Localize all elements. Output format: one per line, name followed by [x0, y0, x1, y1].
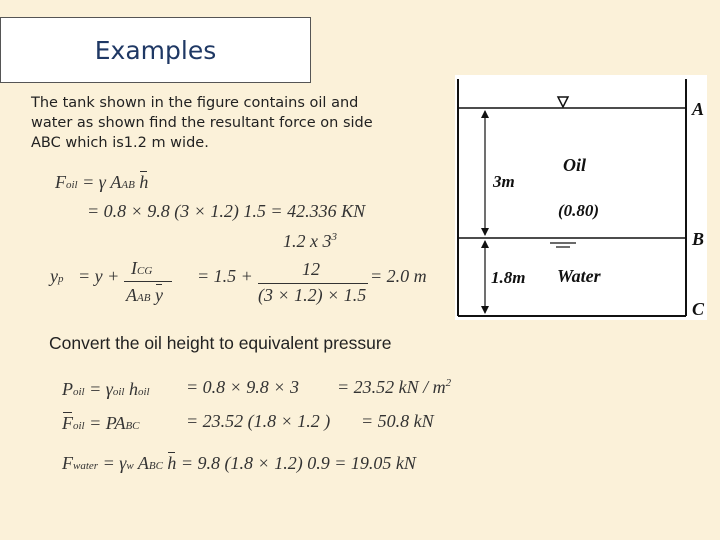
problem-statement: The tank shown in the figure contains oil and water as shown find the resultant force on side ABC which is1.2 m wide. — [31, 95, 373, 151]
eq5-gamma-sub: w — [126, 460, 134, 472]
water-depth-dimension: 1.8m — [491, 268, 526, 287]
label-C: C — [692, 299, 705, 319]
eq1-F-sub: oil — [66, 179, 78, 191]
eq3-result-sup: 2 — [445, 377, 452, 389]
eq3-result — [337, 377, 451, 398]
eq2-Icg — [131, 258, 152, 279]
tank-diagram — [455, 75, 707, 320]
label-B: B — [692, 229, 705, 249]
eq3-gamma: = γ — [89, 379, 113, 399]
eq2-numer-text: 1.2 x 3 — [283, 231, 332, 251]
eq4-Fbar: F — [62, 413, 73, 433]
eq2-numer-sup: 3 — [331, 231, 337, 243]
eq2-yp — [50, 266, 64, 287]
eq5-F: F — [62, 453, 73, 473]
eq2-I-sub: CG — [137, 265, 153, 277]
eq1-F: F — [55, 172, 66, 192]
eq5-F-sub: water — [73, 460, 99, 472]
eq3-P-sub: oil — [73, 386, 85, 398]
eq2-A-ybar — [126, 285, 163, 306]
eq2-A: A — [126, 285, 137, 305]
eq2-denominator: (3 × 1.2) × 1.5 — [258, 285, 367, 305]
eq3-result-text: = 23.52 kN / m — [337, 377, 446, 397]
eq1-hbar: h — [139, 172, 149, 192]
eq1-gamma-A: = γ A — [82, 172, 122, 192]
equation-pressure-oil — [62, 379, 150, 400]
eq3-P: P — [62, 379, 73, 399]
eq2-numerator — [283, 231, 337, 252]
equation-force-water — [62, 453, 416, 474]
oil-depth-dimension: 3m — [493, 172, 515, 191]
eq2-y: y — [50, 266, 58, 286]
eq2-twelve: 12 — [302, 259, 320, 279]
convert-instruction: Convert the oil height to equivalent pressure — [49, 333, 392, 353]
eq5-hbar: h — [167, 453, 177, 473]
eq2-ybar: y — [154, 285, 163, 305]
water-label: Water — [557, 266, 601, 286]
eq5-A-sub: BC — [148, 460, 163, 472]
eq2-eq-ybar: = y + — [78, 266, 120, 286]
eq5-gamma: = γ — [102, 453, 127, 473]
eq2-A-sub: AB — [137, 292, 151, 304]
eq5-A: A — [137, 453, 149, 473]
eq2-mid: = 1.5 + — [197, 266, 253, 286]
eq3-h: h — [129, 379, 138, 399]
eq2-frac-line-2 — [258, 283, 368, 284]
eq2-result: = 2.0 m — [370, 266, 427, 286]
equation-force-oil-pressure — [62, 413, 140, 434]
title-box — [0, 17, 311, 83]
eq4-sub: BC — [125, 420, 140, 432]
eq4-PA: = PA — [89, 413, 126, 433]
equation-force-oil-definition — [55, 172, 148, 193]
eq3-h-sub: oil — [138, 386, 150, 398]
eq3-mid: = 0.8 × 9.8 × 3 — [186, 377, 299, 397]
oil-label: Oil — [563, 155, 587, 175]
eq4-F-sub: oil — [73, 420, 85, 432]
label-A: A — [692, 99, 705, 119]
equation-force-oil-value: = 0.8 × 9.8 (3 × 1.2) 1.5 = 42.336 KN — [87, 201, 366, 221]
slide-title: Examples — [94, 36, 217, 65]
eq4-mid: = 23.52 (1.8 × 1.2 ) — [186, 411, 331, 431]
oil-specific-gravity: (0.80) — [558, 201, 600, 220]
eq2-y-sub: p — [58, 273, 64, 285]
eq2-frac-line-1 — [124, 281, 172, 282]
eq3-gamma-sub: oil — [112, 386, 125, 398]
eq5-rest: = 9.8 (1.8 × 1.2) 0.9 = 19.05 kN — [180, 453, 416, 473]
eq2-I: I — [131, 258, 137, 278]
eq1-A-sub: AB — [121, 179, 135, 191]
eq4-result: = 50.8 kN — [361, 411, 434, 431]
